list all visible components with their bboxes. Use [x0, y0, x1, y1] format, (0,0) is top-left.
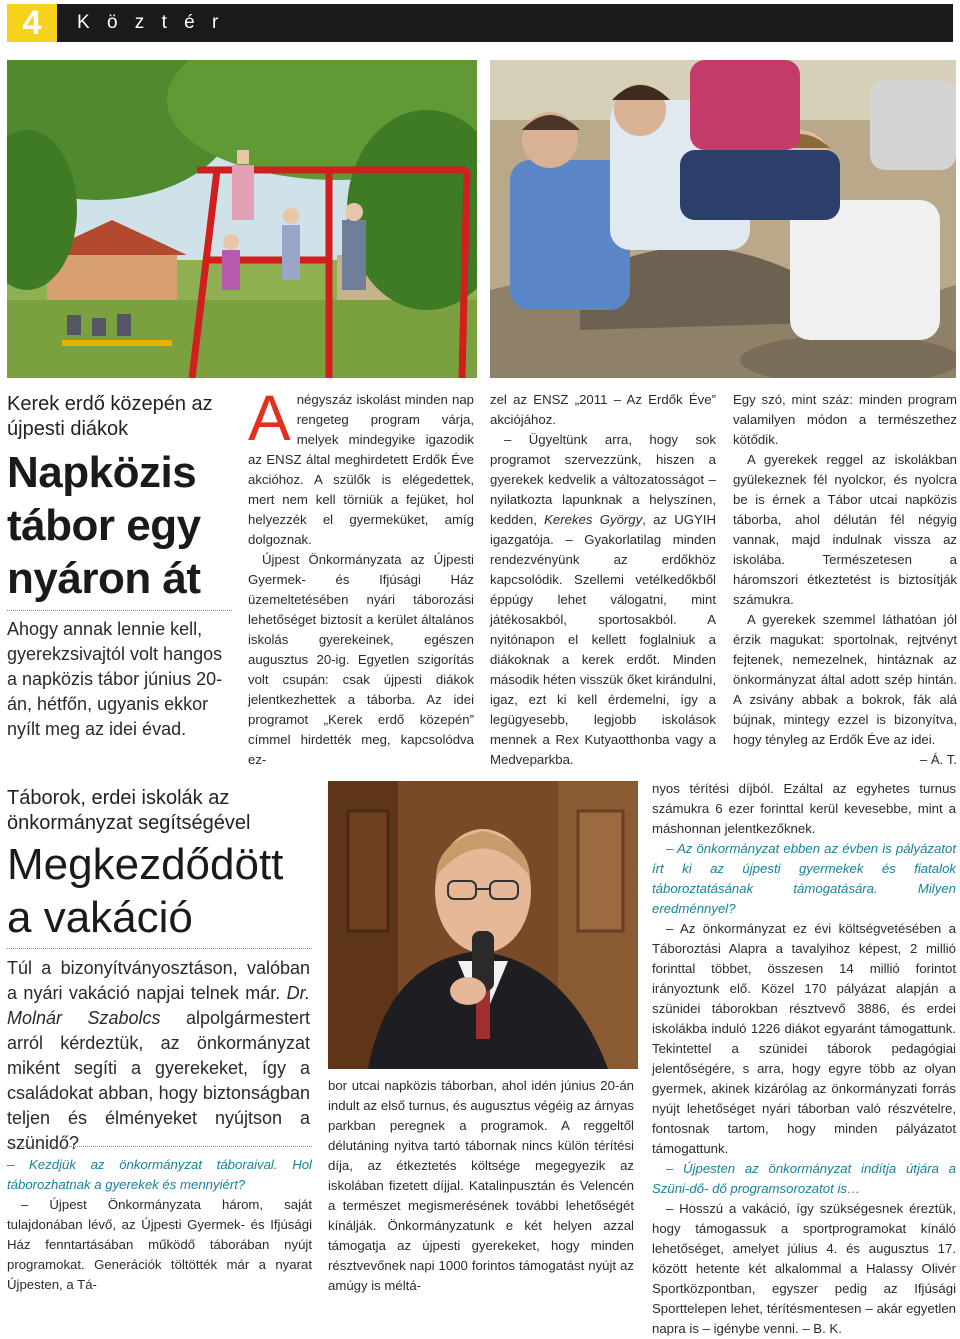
interview-question: – Az önkormányzat ebben az évben is pályázatot írt ki az újpesti gyermekek és fiatalok táboroztatásának támogatására. Milyen eredménnyel?: [652, 841, 956, 916]
article2-kicker: Táborok, erdei iskolák az önkormányzat segítségével: [7, 787, 251, 834]
playground-photo: [7, 60, 477, 378]
interview-answer: – Hosszú a vakáció, így szükségesnek éreztük, hogy támogassuk a sportprogramokat kínáló lehetőséget, amelyet július 4. és augusztus 17. között hetente két alkalommal a Halassy Olivér Sportközpontban, egyszer pedig az Ifjúsági Sporttelepen lehet, térítésmentesen – akár egyetlen napra is – igénybe venni. – B. K.: [652, 1201, 956, 1336]
article1-paragraph: – Ügyeltünk arra, hogy sok programot szervezzünk, hiszen a gyerekek kedvelik a változatosságot – nyilatkozta lapunknak a helyszínen, kedden, Kerekes György, az UGYIH igazgatója. – Gyakorlatilag minden rendezvényünk az erdőkhöz kapcsolódik. Szellemi vetélkedőkből éppúgy lehet válogatni, mint játékosakból, sportosakból. A nyitónapon el kellett foglalniuk a diákoknak a kerek erdőt. Minden második héten visszük őket kirándulni, igaz, ezt ki kell érdemelni, így a legügyesebb, legjobb iskolások mennek a Rex Kutyaotthonba vagy a Medveparkba.: [490, 432, 716, 767]
interview-answer: – Újpest Önkormányzata három, saját tulajdonában lévő, az Újpesti Gyermek- és Ifjúsági Ház fenntartásában működő táborában nyújt programokat. Generációk töltötték már a nyarat Újpesten, a Tá-: [7, 1197, 312, 1292]
page-number: 4: [7, 4, 57, 42]
article1-paragraph: négyszáz iskolást minden nap rengeteg program várja, melyek mindegyike igazodik az ENSZ által meghirdetett Erdők Éve akcióhoz. A szülők is elégedettek, mert nem kell törniük a fejüket, hol helyezzék el gyermeküket, amíg dolgoznak.: [248, 392, 474, 547]
article2-column-3: [652, 779, 956, 1339]
article1-paragraph: A gyerekek reggel az iskolákban gyülekeznek fél nyolckor, és nyolcra be is érnek a Tábor utcai napközis táborba, ahol délután fél négyig vannak, majd indulnak vissza az iskolába. Természetesen a háromszori étkeztetést is biztosítják számukra.: [733, 452, 957, 607]
divider: [7, 610, 232, 611]
drop-cap: A: [248, 382, 291, 454]
interview-answer: bor utcai napközis táborban, ahol idén június 20-án indult az első turnus, és augusztus végéig az árnyas parkban peregnek a programok. A reggeltől délutáning nyitva tartó tábornak nincs külön térítési díja, az étkeztetés költsége megegyezik az iskolában fizetett díjjal. Katalinpusztán és Velencén a természet megismerésének további lehetőségét kínálják. Önkormányzatunk e két helyen azzal támogatja az újpesti gyerekeket, hogy minden résztvevőnek napi 1000 forintos támogatást nyújt az amúgy is méltá-: [328, 1078, 634, 1293]
interview-answer: nyos térítési díjból. Ezáltal az egyhetes turnus számukra 6 ezer forinttal kerül kevesebbe, mint a máshonnan jelentkezőknek.: [652, 781, 956, 836]
section-title: K ö z t é r: [57, 4, 953, 42]
article1-column-2: [490, 390, 716, 770]
article1-headline: Napközis tábor egy nyáron át: [7, 448, 201, 603]
person-name: Kerekes György: [544, 512, 643, 527]
article2-headline: Megkezdődött a vakáció: [7, 840, 284, 942]
article2-column-1: [7, 1155, 312, 1295]
sandbox-photo: [490, 60, 956, 378]
interview-answer: – Az önkormányzat ez évi költségvetésében a Táboroztási Alapra a tavalyihoz képest, 2 millió forinttal többet, összesen 14 millió forintot irányoztunk elő. Közel 170 pályázat alapján a szünidei táborokban résztvevő 3886, és erdei iskolákba induló 1226 diákot egyaránt támogattunk. Tekintettel a szünidei táborok pedagógiai jelentőségére, s arra, hogy egyre több az olyan gyermek, akinek kizárólag az önkormányzati forrás nyújt lehetőséget nyári táborban való részvételre, fontosnak tartom, hogy minden pályázatot támogattunk.: [652, 921, 956, 1156]
article2-signature: – B. K.: [802, 1321, 842, 1336]
article2-column-2: [328, 1076, 634, 1296]
person-name: Dr. Molnár Szabolcs: [7, 983, 310, 1028]
article1-paragraph: zel az ENSZ „2011 – Az Erdők Éve” akciójához.: [490, 392, 716, 427]
article1-paragraph: Újpest Önkormányzata az Újpesti Gyermek- és Ifjúsági Ház üzemeltetésében nyári táborozási lehetőséget biztosít a kerület általános iskolás gyerekeinek, egészen augusztus 20-ig. Egyetlen szigorítás volt csupán: csak újpesti diákok jelentkezhettek a táborba. Az idei programot „Kerek erdő közepén” címmel hirdették meg, kapcsolódva ez-: [248, 552, 474, 767]
article1-column-3: [733, 390, 957, 770]
portrait-photo: [328, 781, 638, 1069]
divider: [7, 1146, 312, 1147]
article1-signature: – Á. T.: [919, 752, 957, 767]
article1-paragraph: Egy szó, mint száz: minden program valamilyen módon a természethez kötődik.: [733, 392, 957, 447]
article1-paragraph: A gyerekek szemmel láthatóan jól érzik magukat: sportolnak, rejtvényt fejtenek, nemezelnek, hintáznak az önkormányzat által adott szép hintán. A zsivány abbak a bokrok, fák alá bújnak, mintegy ezzel is bizonyítva, hogy tényleg az Erdők Éve az idei.: [733, 612, 957, 747]
article1-column-1: [248, 382, 474, 770]
interview-question: – Kezdjük az önkormányzat táboraival. Hol táborozhatnak a gyerekek és mennyiért?: [7, 1157, 312, 1192]
article1-kicker: Kerek erdő közepén az újpesti diákok: [7, 393, 213, 440]
divider: [7, 948, 312, 949]
interview-question: – Újpesten az önkormányzat indítja útjára a Szüni-dő- dő programsorozatot is…: [652, 1161, 956, 1196]
article1-lead: Ahogy annak lennie kell, gyerekzsivajtól volt hangos a napközis tábor június 20-án, hétfőn, ugyanis ekkor nyílt meg az idei évad.: [7, 619, 223, 739]
article2-lead: Túl a bizonyítványosztáson, valóban a nyári vakáció napjai telnek már. Dr. Molnár Szabolcs alpolgármestert arról kérdeztük, az önkormányzat miként segíti a gyerekeket, így a családokat abban, hogy biztonságban teljen és élményeket nyújtson a szünidő?: [7, 958, 310, 1153]
